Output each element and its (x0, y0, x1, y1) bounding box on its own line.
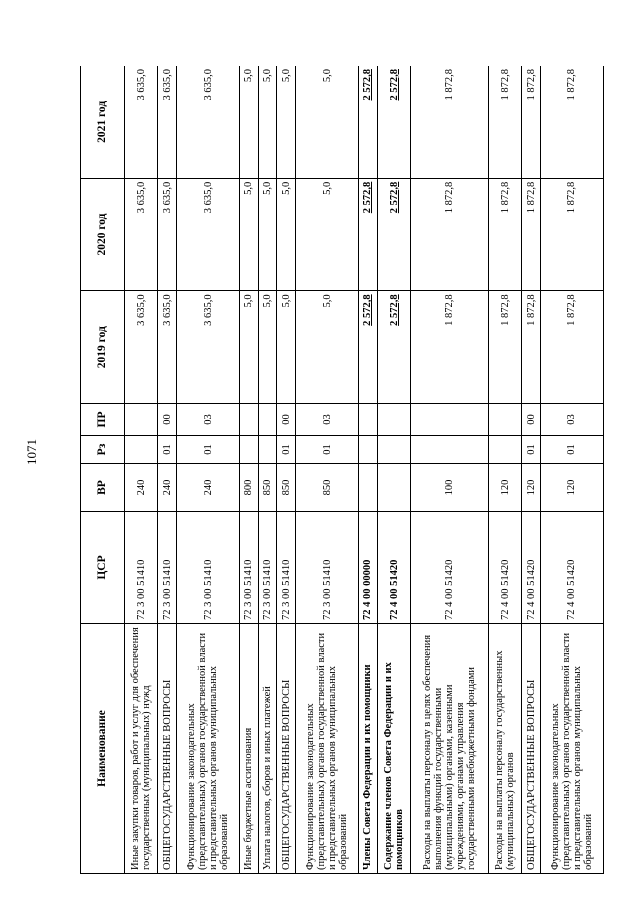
cell-2019: 1 872,8 (488, 291, 521, 404)
cell-2019: 5,0 (240, 291, 259, 404)
table-row (377, 66, 410, 874)
cell-2019: 1 872,8 (522, 291, 541, 404)
cell-2021: 5,0 (277, 66, 296, 178)
cell-rz: 01 (296, 436, 359, 464)
header-2020: 2020 год (81, 178, 125, 291)
cell-rz (359, 436, 378, 464)
cell-csr: 72 3 00 51410 (240, 512, 259, 624)
cell-name: Функционирование законодательных (представительных) органов государственной власти и представительных органов муниципальных образований (540, 624, 603, 874)
table-body (125, 66, 604, 874)
cell-name: Иные закупки товаров, работ и услуг для обеспечения государственных (муниципальных) нужд (125, 624, 158, 874)
cell-csr: 72 3 00 51410 (177, 512, 240, 624)
cell-2019: 5,0 (296, 291, 359, 404)
cell-rz (125, 436, 158, 464)
cell-vr: 120 (488, 464, 521, 512)
table-header-row (81, 66, 125, 874)
header-rz: Рз (81, 436, 125, 464)
cell-pr (377, 404, 410, 436)
table-row (240, 66, 259, 874)
cell-csr: 72 4 00 51420 (522, 512, 541, 624)
cell-vr (377, 464, 410, 512)
cell-2020: 3 635,0 (177, 178, 240, 291)
header-name: Наименование (81, 624, 125, 874)
cell-vr (359, 464, 378, 512)
cell-2021: 3 635,0 (125, 66, 158, 178)
page-number: 1071 (24, 439, 39, 465)
cell-2020: 1 872,8 (522, 178, 541, 291)
table-row (258, 66, 277, 874)
cell-csr: 72 4 00 00000 (359, 512, 378, 624)
rotated-table-frame (80, 66, 604, 874)
cell-pr: 03 (296, 404, 359, 436)
table-row (177, 66, 240, 874)
cell-name: Содержание членов Совета Федерации и их помощников (377, 624, 410, 874)
cell-rz: 01 (522, 436, 541, 464)
cell-2021: 5,0 (296, 66, 359, 178)
cell-pr: 03 (540, 404, 603, 436)
table-row (540, 66, 603, 874)
cell-2020: 3 635,0 (125, 178, 158, 291)
cell-name: Расходы на выплаты персоналу государственных (муниципальных) органов (488, 624, 521, 874)
cell-csr: 72 4 00 51420 (377, 512, 410, 624)
cell-2019: 5,0 (277, 291, 296, 404)
cell-2021: 1 872,8 (522, 66, 541, 178)
cell-rz (411, 436, 489, 464)
cell-name: Члены Совета Федерации и их помощники (359, 624, 378, 874)
cell-2019: 2 572,8 (359, 291, 378, 404)
cell-name: ОБЩЕГОСУДАРСТВЕННЫЕ ВОПРОСЫ (158, 624, 177, 874)
cell-name: Уплата налогов, сборов и иных платежей (258, 624, 277, 874)
cell-rz (488, 436, 521, 464)
cell-csr: 72 4 00 51420 (411, 512, 489, 624)
cell-2020: 1 872,8 (488, 178, 521, 291)
table-row (411, 66, 489, 874)
cell-csr: 72 3 00 51410 (277, 512, 296, 624)
cell-2020: 3 635,0 (158, 178, 177, 291)
cell-2019: 3 635,0 (125, 291, 158, 404)
cell-2020: 2 572,8 (377, 178, 410, 291)
cell-csr: 72 3 00 51410 (258, 512, 277, 624)
header-pr: ПР (81, 404, 125, 436)
cell-2021: 1 872,8 (488, 66, 521, 178)
cell-pr (488, 404, 521, 436)
cell-vr: 120 (540, 464, 603, 512)
cell-vr: 850 (296, 464, 359, 512)
header-csr: ЦСР (81, 512, 125, 624)
cell-2020: 2 572,8 (359, 178, 378, 291)
budget-table-container (80, 66, 604, 874)
header-vr: ВР (81, 464, 125, 512)
cell-csr: 72 4 00 51420 (488, 512, 521, 624)
cell-2019: 1 872,8 (411, 291, 489, 404)
table-row (296, 66, 359, 874)
cell-2021: 2 572,8 (359, 66, 378, 178)
cell-2019: 3 635,0 (177, 291, 240, 404)
cell-pr: 03 (177, 404, 240, 436)
cell-vr: 240 (125, 464, 158, 512)
cell-pr (411, 404, 489, 436)
header-2019: 2019 год (81, 291, 125, 404)
cell-pr (258, 404, 277, 436)
cell-2020: 1 872,8 (540, 178, 603, 291)
cell-name: ОБЩЕГОСУДАРСТВЕННЫЕ ВОПРОСЫ (522, 624, 541, 874)
cell-vr: 800 (240, 464, 259, 512)
cell-vr: 120 (522, 464, 541, 512)
cell-2021: 3 635,0 (158, 66, 177, 178)
cell-2019: 2 572,8 (377, 291, 410, 404)
cell-csr: 72 4 00 51420 (540, 512, 603, 624)
cell-2019: 5,0 (258, 291, 277, 404)
cell-vr: 100 (411, 464, 489, 512)
cell-rz (377, 436, 410, 464)
cell-rz (258, 436, 277, 464)
cell-csr: 72 3 00 51410 (296, 512, 359, 624)
cell-2020: 5,0 (258, 178, 277, 291)
cell-pr (240, 404, 259, 436)
cell-name: Иные бюджетные ассигнования (240, 624, 259, 874)
table-row (359, 66, 378, 874)
cell-2019: 1 872,8 (540, 291, 603, 404)
cell-vr: 240 (158, 464, 177, 512)
cell-name: Функционирование законодательных (представительных) органов государственной власти и представительных органов муниципальных образований (296, 624, 359, 874)
cell-vr: 850 (258, 464, 277, 512)
cell-pr (125, 404, 158, 436)
cell-csr: 72 3 00 51410 (158, 512, 177, 624)
cell-rz: 01 (277, 436, 296, 464)
header-2021: 2021 год (81, 66, 125, 178)
cell-pr: 00 (522, 404, 541, 436)
cell-2021: 3 635,0 (177, 66, 240, 178)
cell-2020: 1 872,8 (411, 178, 489, 291)
cell-rz: 01 (177, 436, 240, 464)
cell-2020: 5,0 (240, 178, 259, 291)
cell-2021: 1 872,8 (540, 66, 603, 178)
cell-name: Функционирование законодательных (представительных) органов государственной власти и представительных органов муниципальных образований (177, 624, 240, 874)
cell-vr: 850 (277, 464, 296, 512)
cell-csr: 72 3 00 51410 (125, 512, 158, 624)
cell-2021: 1 872,8 (411, 66, 489, 178)
cell-2021: 5,0 (240, 66, 259, 178)
cell-rz: 01 (158, 436, 177, 464)
cell-2021: 5,0 (258, 66, 277, 178)
cell-2021: 2 572,8 (377, 66, 410, 178)
table-row (277, 66, 296, 874)
cell-rz: 01 (540, 436, 603, 464)
table-row (158, 66, 177, 874)
cell-rz (240, 436, 259, 464)
cell-2020: 5,0 (277, 178, 296, 291)
cell-2019: 3 635,0 (158, 291, 177, 404)
cell-vr: 240 (177, 464, 240, 512)
budget-table (80, 66, 604, 874)
cell-pr: 00 (158, 404, 177, 436)
table-row (488, 66, 521, 874)
table-row (522, 66, 541, 874)
table-row (125, 66, 158, 874)
cell-name: ОБЩЕГОСУДАРСТВЕННЫЕ ВОПРОСЫ (277, 624, 296, 874)
cell-pr: 00 (277, 404, 296, 436)
cell-2020: 5,0 (296, 178, 359, 291)
cell-name: Расходы на выплаты персоналу в целях обеспечения выполнения функций государственными (муниципальными) органами, казенными учреждениями, органами управления государственными внебюджетными фондами (411, 624, 489, 874)
cell-pr (359, 404, 378, 436)
